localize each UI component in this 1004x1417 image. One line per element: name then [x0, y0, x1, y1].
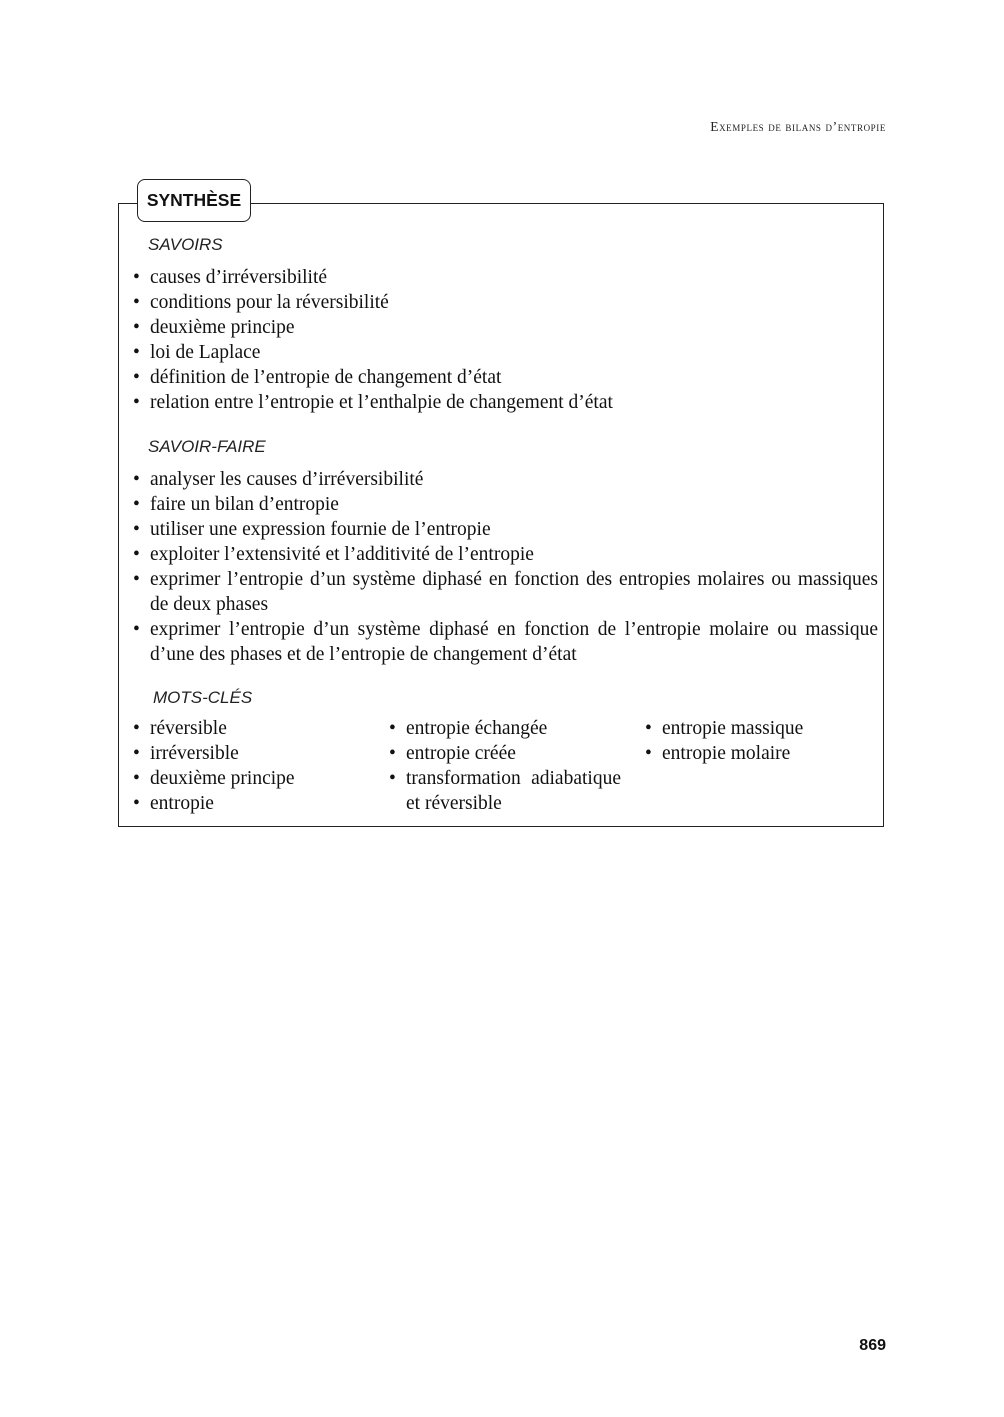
list-item: • exploiter l’extensivité et l’additivité de l’entropie	[133, 544, 534, 565]
synthese-title: SYNTHÈSE	[137, 179, 251, 222]
mots-cles-column-3	[645, 716, 880, 766]
list-item: • entropie échangée	[389, 718, 548, 739]
list-item: • causes d’irréversibilité	[133, 267, 328, 288]
list-item: • définition de l’entropie de changement d’état	[133, 367, 502, 388]
list-item: • entropie créée	[389, 743, 516, 764]
list-item: • loi de Laplace	[133, 342, 261, 363]
savoir-faire-title: SAVOIR-FAIRE	[148, 437, 266, 456]
list-item: • exprimer l’entropie d’un système diphasé en fonction de l’entropie molaire ou massique d’une des phases et de l’entropie de changement d’état	[133, 619, 878, 665]
list-item: • relation entre l’entropie et l’enthalpie de changement d’état	[133, 392, 613, 413]
list-item: • transformation adiabatique et réversible	[389, 768, 621, 814]
list-item: • irréversible	[133, 743, 239, 764]
mots-cles-column-1	[133, 716, 373, 816]
list-item: • conditions pour la réversibilité	[133, 292, 389, 313]
list-item: • entropie molaire	[645, 743, 791, 764]
list-item: • faire un bilan d’entropie	[133, 494, 339, 515]
running-title: Exemples de bilans d’entropie	[710, 119, 886, 134]
savoirs-title: SAVOIRS	[148, 235, 223, 254]
page-number: 869	[859, 1337, 886, 1354]
list-item: • réversible	[133, 718, 227, 739]
list-item: • entropie massique	[645, 718, 804, 739]
savoir-faire-list	[133, 467, 878, 667]
list-item: • analyser les causes d’irréversibilité	[133, 469, 424, 490]
list-item: • entropie	[133, 793, 214, 814]
mots-cles-column-2	[389, 716, 621, 816]
list-item: • exprimer l’entropie d’un système diphasé en fonction des entropies molaires ou massiques de deux phases	[133, 569, 878, 615]
list-item: • utiliser une expression fournie de l’entropie	[133, 519, 491, 540]
list-item: • deuxième principe	[133, 317, 295, 338]
list-item: • deuxième principe	[133, 768, 295, 789]
savoirs-list	[133, 265, 878, 415]
mots-cles-title: MOTS-CLÉS	[153, 688, 253, 707]
